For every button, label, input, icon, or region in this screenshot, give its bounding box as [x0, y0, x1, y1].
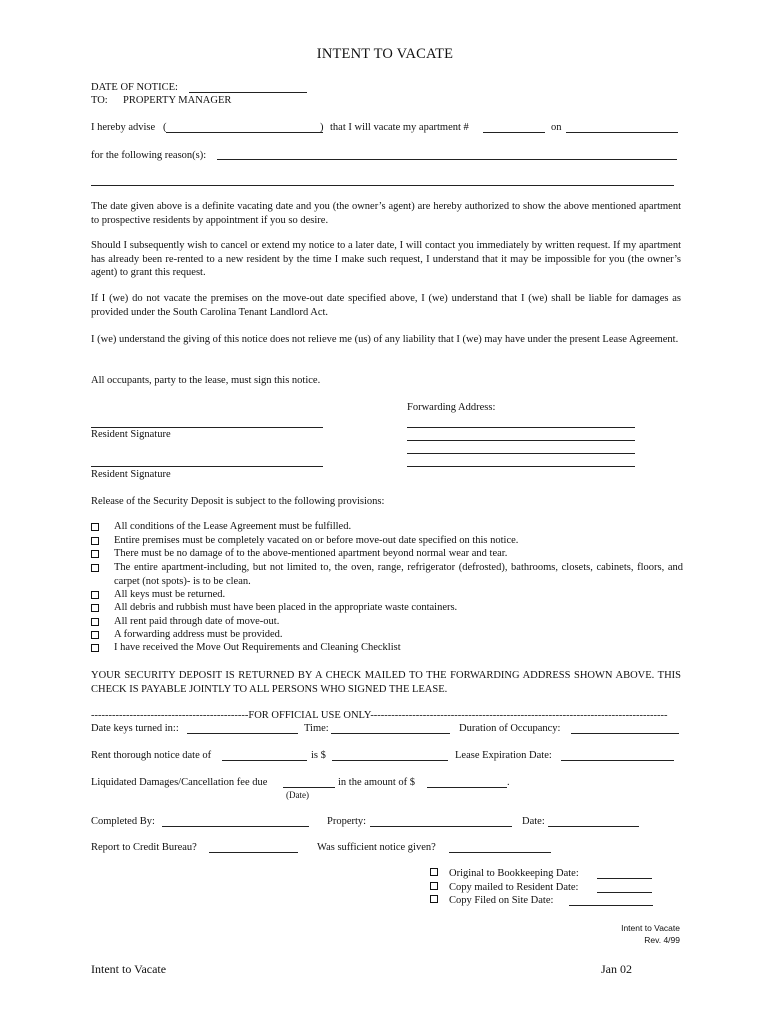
amount-of-label: in the amount of $: [338, 777, 415, 788]
to-label: TO:: [91, 95, 108, 106]
copy-row: [430, 881, 578, 894]
advise-middle: that I will vacate my apartment #: [330, 122, 469, 133]
provision-text: There must be no damage of to the above-mentioned apartment beyond normal wear and tear.: [114, 548, 508, 559]
recipient: PROPERTY MANAGER: [123, 95, 232, 106]
advise-prefix: I hereby advise: [91, 122, 156, 133]
fee-due-date-field[interactable]: [283, 786, 335, 788]
divider-left: ---------------------------------------------: [91, 710, 249, 721]
time-field[interactable]: [331, 732, 450, 734]
provision-item: [91, 547, 683, 561]
checkbox[interactable]: [91, 618, 99, 626]
footer-date: Jan 02: [601, 962, 632, 976]
date-label: Date:: [522, 816, 545, 827]
is-dollar-label: is $: [311, 750, 326, 761]
paragraph-occupants: All occupants, party to the lease, must sign this notice.: [91, 375, 321, 386]
duration-field[interactable]: [571, 732, 679, 734]
date-field[interactable]: [548, 825, 639, 827]
paragraph-showing: The date given above is a definite vacating date and you (the owner’s agent) are hereby authorized to show the above mentioned apartment to prospective residents by appointment if you so desire.: [91, 201, 681, 226]
copy-label: Copy mailed to Resident Date:: [449, 882, 579, 893]
property-field[interactable]: [370, 825, 512, 827]
checkbox[interactable]: [430, 895, 438, 903]
advise-on-label: on: [551, 122, 562, 133]
reasons-field-line-1[interactable]: [217, 158, 677, 160]
rent-amount-field[interactable]: [332, 759, 448, 761]
sufficient-notice-label: Was sufficient notice given?: [317, 842, 436, 853]
checkbox[interactable]: [91, 631, 99, 639]
credit-bureau-field[interactable]: [209, 851, 298, 853]
provision-item: [91, 588, 683, 602]
forwarding-address-line-3[interactable]: [407, 452, 635, 454]
paragraph-liability: If I (we) do not vacate the premises on the move-out date specified above, I (we) understand that I (we) shall be liable for damages as provided under the South Carolina Tenant Landlord Act.: [91, 293, 681, 318]
provision-text: All keys must be returned.: [114, 589, 226, 600]
provision-item: [91, 628, 683, 642]
liquidated-damages-label: Liquidated Damages/Cancellation fee due: [91, 777, 268, 788]
provision-text: All rent paid through date of move-out.: [114, 616, 280, 627]
copy-label: Copy Filed on Site Date:: [449, 895, 554, 906]
time-label: Time:: [304, 723, 329, 734]
official-use-divider: [91, 709, 681, 722]
provision-item: [91, 615, 683, 629]
advise-close-paren: ): [320, 122, 324, 133]
checkbox[interactable]: [91, 537, 99, 545]
provision-text: All conditions of the Lease Agreement must be fulfilled.: [114, 521, 352, 532]
checkbox[interactable]: [91, 604, 99, 612]
date-caption: (Date): [286, 790, 309, 800]
provision-text: I have received the Move Out Requirements and Cleaning Checklist: [114, 642, 401, 653]
paragraph-relief: I (we) understand the giving of this notice does not relieve me (us) of any liability that I (we) may have under the present Lease Agreement.: [91, 334, 679, 345]
rent-thorough-label: Rent thorough notice date of: [91, 750, 212, 761]
date-of-notice-label: DATE OF NOTICE:: [91, 82, 178, 93]
reasons-label: for the following reason(s):: [91, 150, 207, 161]
checkbox[interactable]: [91, 523, 99, 531]
checkbox[interactable]: [91, 591, 99, 599]
forwarding-address-line-4[interactable]: [407, 465, 635, 467]
footer-title: Intent to Vacate: [91, 962, 167, 976]
form-name: Intent to Vacate: [621, 923, 680, 933]
lease-expiration-field[interactable]: [561, 759, 674, 761]
provision-item: [91, 561, 683, 588]
rent-notice-date-field[interactable]: [222, 759, 307, 761]
mailed-date-field[interactable]: [597, 891, 652, 893]
forwarding-address-line-2[interactable]: [407, 439, 635, 441]
date-keys-field[interactable]: [187, 732, 298, 734]
provision-item: [91, 534, 683, 548]
duration-label: Duration of Occupancy:: [459, 723, 561, 734]
provision-text: The entire apartment-including, but not limited to, the oven, range, refrigerator (defrosted), bathrooms, closets, cabinets, floors, and carpet (not spots)- is to be clean.: [114, 562, 683, 587]
advise-open-paren: (: [163, 122, 167, 133]
provision-text: All debris and rubbish must have been placed in the appropriate waste containers.: [114, 602, 458, 613]
date-keys-label: Date keys turned in::: [91, 723, 179, 734]
copy-label: Original to Bookkeeping Date:: [449, 868, 579, 879]
checkbox[interactable]: [91, 644, 99, 652]
filed-date-field[interactable]: [569, 904, 653, 906]
completed-by-field[interactable]: [162, 825, 309, 827]
official-use-heading: FOR OFFICIAL USE ONLY: [248, 710, 371, 721]
sufficient-notice-field[interactable]: [449, 851, 551, 853]
provision-item: [91, 641, 683, 655]
copy-row: [430, 894, 553, 907]
provision-text: Entire premises must be completely vacated on or before move-out date specified on this notice.: [114, 535, 519, 546]
provision-text: A forwarding address must be provided.: [114, 629, 283, 640]
date-of-notice-field[interactable]: [189, 91, 307, 93]
vacate-date-field[interactable]: [566, 131, 678, 133]
period: .: [507, 777, 510, 788]
checkbox[interactable]: [430, 882, 438, 890]
forwarding-address-line-1[interactable]: [407, 426, 635, 428]
page-title: INTENT TO VACATE: [316, 46, 454, 62]
property-label: Property:: [327, 816, 367, 827]
reasons-field-line-2[interactable]: [91, 184, 674, 186]
deposit-notice: YOUR SECURITY DEPOSIT IS RETURNED BY A CHECK MAILED TO THE FORWARDING ADDRESS SHOWN ABOVE. THIS CHECK IS PAYABLE JOINTLY TO ALL PERSONS WHO SIGNED THE LEASE.: [91, 670, 681, 695]
resident-signature-label-2: Resident Signature: [91, 469, 171, 480]
form-revision: Rev. 4/99: [644, 935, 680, 945]
completed-by-label: Completed By:: [91, 816, 155, 827]
bookkeeping-date-field[interactable]: [597, 877, 652, 879]
divider-right: -------------------------------------------------------------------------------------: [370, 710, 668, 721]
resident-signature-label-1: Resident Signature: [91, 429, 171, 440]
checkbox[interactable]: [430, 868, 438, 876]
paragraph-cancel: Should I subsequently wish to cancel or extend my notice to a later date, I will contact you immediately by written request. If my apartment has already been re-rented to a new resident by the time I make such request, I understand that it may be impossible for you (the owner’s agent) to grant this request.: [91, 240, 681, 278]
checkbox[interactable]: [91, 550, 99, 558]
forwarding-address-label: Forwarding Address:: [407, 402, 496, 413]
credit-bureau-label: Report to Credit Bureau?: [91, 842, 197, 853]
fee-amount-field[interactable]: [427, 786, 507, 788]
copy-row: [430, 867, 579, 880]
apartment-number-field[interactable]: [483, 131, 545, 133]
checkbox[interactable]: [91, 564, 99, 572]
resident-signature-field-2[interactable]: [91, 465, 323, 467]
release-intro: Release of the Security Deposit is subject to the following provisions:: [91, 496, 385, 507]
provision-item: [91, 601, 683, 615]
provision-item: [91, 520, 683, 534]
resident-name-field[interactable]: [166, 131, 323, 133]
lease-expiration-label: Lease Expiration Date:: [455, 750, 552, 761]
